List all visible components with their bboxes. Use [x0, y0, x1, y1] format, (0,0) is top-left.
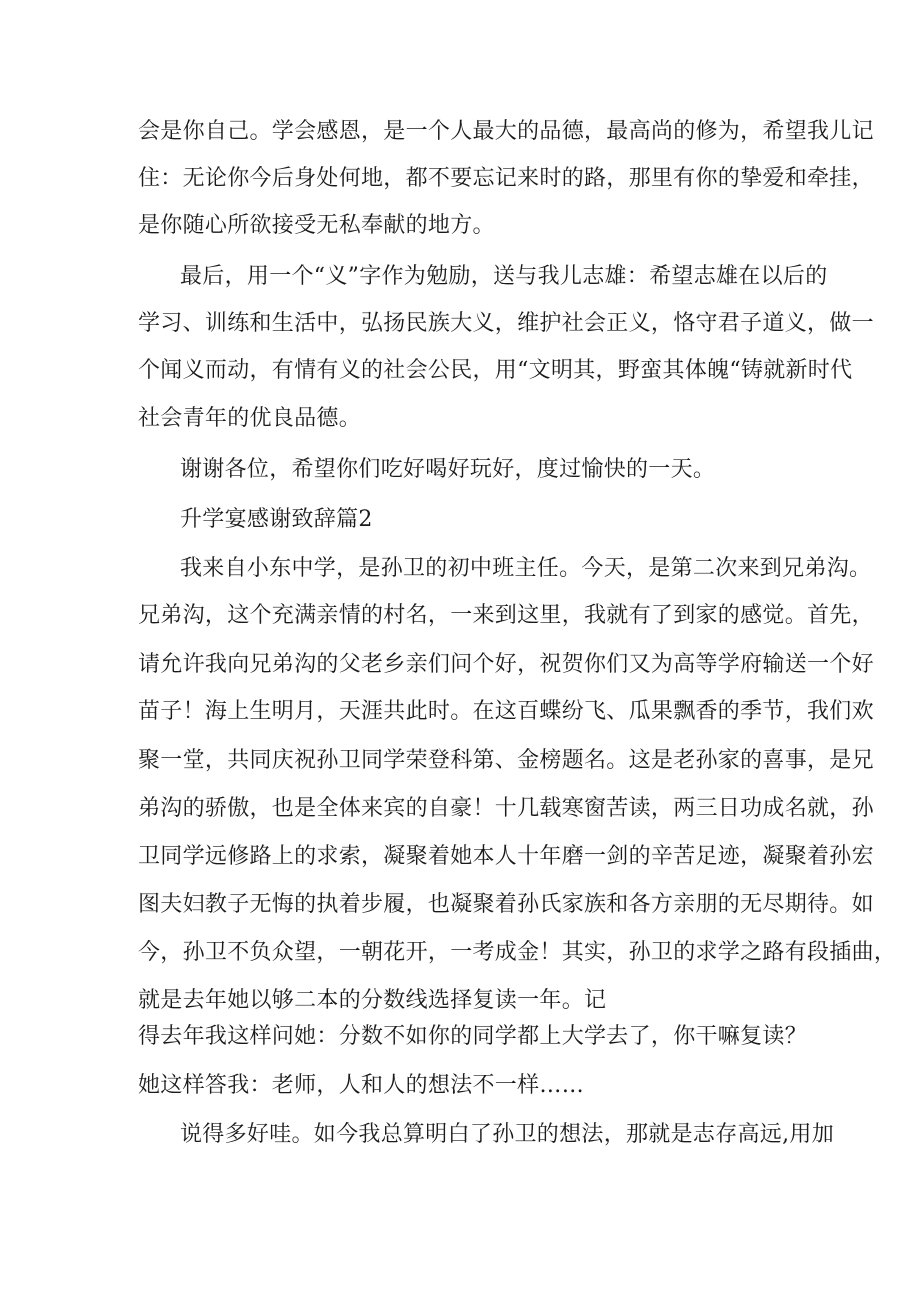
- text-line: 苗子！海上生明月，天涯共此时。在这百蝶纷飞、瓜果飘香的季节，我们欢: [138, 699, 874, 724]
- text-line: 聚一堂，共同庆祝孙卫同学荣登科第、金榜题名。这是老孙家的喜事，是兄: [138, 748, 874, 773]
- text-line: 图夫妇教子无悔的执着步履，也凝聚着孙氏家族和各方亲朋的无尽期待。如: [138, 892, 874, 917]
- section-heading: 升学宴感谢致辞篇2: [180, 507, 373, 532]
- text-line: 会是你自己。学会感恩，是一个人最大的品德，最高尚的修为，希望我儿记: [138, 119, 874, 144]
- text-line: 是你随心所欲接受无私奉献的地方。: [138, 213, 495, 238]
- text-line: 个闻义而动，有情有义的社会公民，用“文明其，野蛮其体魄“铸就新时代: [138, 358, 853, 383]
- text-line: 兄弟沟，这个充满亲情的村名，一来到这里，我就有了到家的感觉。首先，: [138, 603, 874, 628]
- text-line: 弟沟的骄傲，也是全体来宾的自豪！十几载寒窗苦读，两三日功成名就，孙: [138, 796, 874, 821]
- text-line: 得去年我这样问她：分数不如你的同学都上大学去了，你干嘛复读？: [138, 1024, 808, 1049]
- text-line: 今，孙卫不负众望，一朝花开，一考成金！其实，孙卫的求学之路有段插曲，: [138, 940, 897, 965]
- text-line: 说得多好哇。如今我总算明白了孙卫的想法，那就是志存高远,用加: [180, 1122, 834, 1147]
- text-line: 社会青年的优良品德。: [138, 406, 362, 431]
- text-line: 她这样答我：老师，人和人的想法不一样……: [138, 1073, 585, 1098]
- text-line: 谢谢各位，希望你们吃好喝好玩好，度过愉快的一天。: [180, 457, 716, 482]
- text-line: 请允许我向兄弟沟的父老乡亲们问个好，祝贺你们又为高等学府输送一个好: [138, 652, 874, 677]
- text-line: 学习、训练和生活中，弘扬民族大义，维护社会正义，恪守君子道义，做一: [138, 311, 874, 336]
- text-line: 就是去年她以够二本的分数线选择复读一年。记: [138, 988, 607, 1013]
- text-line: 我来自小东中学，是孙卫的初中班主任。今天，是第二次来到兄弟沟。: [180, 556, 872, 581]
- text-line: 最后，用一个“义”字作为勉励，送与我儿志雄：希望志雄在以后的: [180, 264, 828, 289]
- text-line: 住：无论你今后身处何地，都不要忘记来时的路，那里有你的挚爱和牵挂，: [138, 166, 874, 191]
- text-line: 卫同学远修路上的求索，凝聚着她本人十年磨一剑的辛苦足迹，凝聚着孙宏: [138, 844, 874, 869]
